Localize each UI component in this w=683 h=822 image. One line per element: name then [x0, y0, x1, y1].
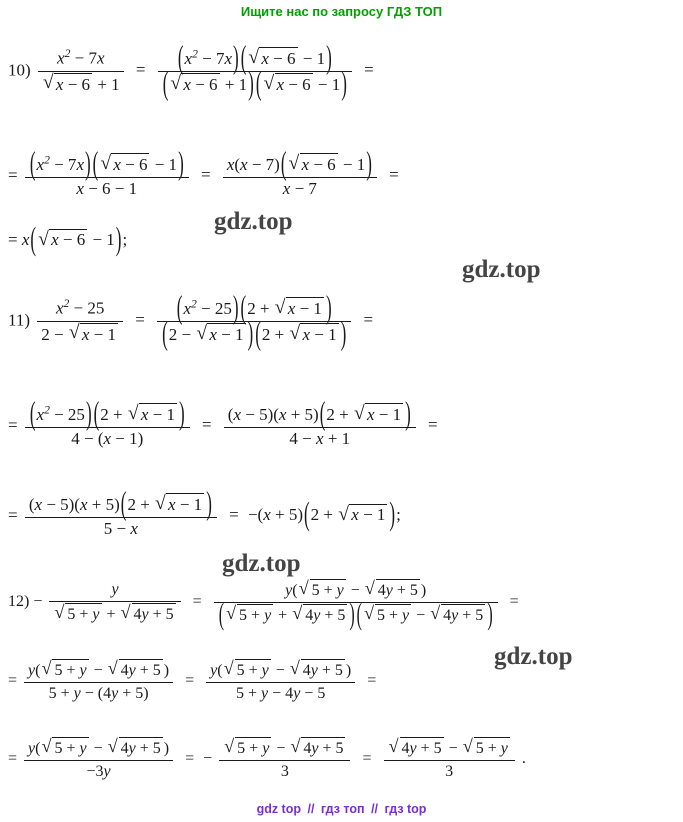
bottom-banner-separator: // — [307, 802, 315, 816]
sqrt-icon: √ x − 1 — [196, 322, 245, 347]
fraction: y( √ 5 + y − √ 4y + 5 ) 5 + y − (4y + 5) — [24, 658, 173, 704]
problem-12-line-1: 12) − y √ 5 + y + √ 4y + 5 = y( √ 5 + y − √ 4y + 5 ) ( √ 5 + y + √ 4y + 5 ) ( √ 5 + y − √ 4y + 5 ) = — [8, 578, 519, 631]
problem-12-line-3: = y( √ 5 + y − √ 4y + 5 ) −3y = − √ 5 + y − √ 4y + 5 3 = √ 4y + 5 − √ 5 + y 3 . — [8, 736, 526, 782]
sqrt-icon: √ x − 6 — [170, 72, 219, 97]
sqrt-icon: √ 4y + 5 — [430, 603, 485, 627]
fraction: y √ 5 + y + √ 4y + 5 — [49, 579, 180, 625]
fraction: (x − 5)(x + 5)(2 + √ x − 1 ) 5 − x — [25, 492, 217, 541]
sqrt-icon: √ 5 + y — [364, 603, 411, 627]
problem-11-label: 11) — [8, 310, 31, 330]
sqrt-icon: √ 5 + y — [224, 736, 271, 760]
fraction: (x − 5)(x + 5)(2 + √ x − 1 ) 4 − x + 1 — [224, 402, 416, 451]
sqrt-icon: √ 4y + 5 — [365, 578, 420, 602]
bottom-banner-separator: // — [371, 802, 379, 816]
sqrt-icon: √ x − 1 — [155, 492, 204, 517]
watermark: gdz.top — [222, 550, 301, 577]
fraction: √ 5 + y − √ 4y + 5 3 — [219, 736, 350, 782]
problem-10-label: 10) — [8, 60, 31, 80]
sqrt-icon: √ 5 + y — [224, 658, 271, 682]
problem-12-line-2: = y( √ 5 + y − √ 4y + 5 ) 5 + y − (4y + 5) = y( √ 5 + y − √ 4y + 5 ) 5 + y − 4y − 5 = — [8, 658, 381, 704]
sqrt-icon: √ 5 + y — [299, 578, 346, 602]
fraction: y( √ 5 + y − √ 4y + 5 ) −3y — [24, 736, 173, 782]
sqrt-icon: √ 5 + y — [41, 658, 88, 682]
sqrt-icon: √ 4y + 5 — [389, 736, 444, 760]
problem-12-label: 12) — [8, 592, 30, 610]
problem-10-line-3: = x( √ x − 6 − 1); — [8, 221, 128, 258]
sqrt-icon: √ x − 6 — [100, 152, 149, 177]
watermark: gdz.top — [462, 256, 541, 283]
sqrt-icon: √ 4y + 5 — [121, 602, 176, 626]
problem-10-line-1: 10) $x^2 - 7x$ √ x − 6 + 1 = $(x^2 - 7x)$ ( √ x − 6 − 1) ( √ x − 6 + 1) ( √ x − 6 − 1) = — [8, 39, 374, 102]
sqrt-icon: √ 4y + 5 — [290, 736, 345, 760]
fraction: $(x^2 - 25) (2$ + √ x − 1 ) 4 − (x − 1) — [25, 402, 190, 451]
sqrt-icon: √ x − 6 — [38, 228, 86, 250]
sqrt-icon: √ x − 1 — [354, 402, 403, 427]
sqrt-icon: √ x − 6 — [289, 152, 338, 177]
problem-11-line-3: = (x − 5)(x + 5)(2 + √ x − 1 ) 5 − x = −(x + 5)(2 + √ x − 1 ); — [8, 492, 401, 541]
fraction: $(x^2 - 25) (2$ + √ x − 1 ) (2 − √ x − 1 ) (2 + √ x − 1 ) — [157, 296, 351, 347]
sqrt-icon: √ x − 6 — [248, 46, 297, 71]
bottom-banner-text-1: gdz top — [256, 802, 301, 816]
fraction: $(x^2 - 7x)$ ( √ x − 6 − 1) ( √ x − 6 + 1) ( √ x − 6 − 1) — [158, 46, 352, 97]
bottom-banner-text-2: гдз топ — [320, 802, 365, 816]
problem-11-line-1: 11) $x^2 - 25$ 2 − √ x − 1 = $(x^2 - 25) (2$ + √ x − 1 ) (2 − √ x − 1 ) (2 + √ x − 1 ) = — [8, 289, 374, 352]
sqrt-icon: √ x − 1 — [275, 296, 324, 321]
fraction: x(x − 7)( √ x − 6 − 1) x − 7 — [223, 152, 377, 201]
watermark: gdz.top — [214, 208, 293, 235]
fraction: $x^2 - 7x$ √ x − 6 + 1 — [38, 46, 124, 97]
sqrt-icon: √ 4y + 5 — [292, 603, 347, 627]
sqrt-icon: √ x − 6 — [264, 72, 313, 97]
sqrt-icon: √ 4y + 5 — [108, 658, 163, 682]
sqrt-icon: √ 5 + y — [54, 602, 101, 626]
fraction: √ 4y + 5 − √ 5 + y 3 — [384, 736, 515, 782]
bottom-banner-text-3: гдз top — [384, 802, 427, 816]
fraction: $(x^2 - 7x)$ ( √ x − 6 − 1) x − 6 − 1 — [25, 152, 189, 201]
sqrt-icon: √ x − 1 — [338, 503, 386, 525]
sqrt-icon: √ x − 1 — [289, 322, 338, 347]
sqrt-icon: √ 4y + 5 — [108, 736, 163, 760]
sqrt-icon: √ 4y + 5 — [290, 658, 345, 682]
bottom-promo-banner — [0, 802, 683, 816]
sqrt-icon: √ x − 1 — [128, 402, 177, 427]
fraction: y( √ 5 + y − √ 4y + 5 ) 5 + y − 4y − 5 — [206, 658, 355, 704]
sqrt-icon: √ 5 + y — [463, 736, 510, 760]
fraction: $x^2 - 25$ 2 − √ x − 1 — [37, 296, 123, 347]
sqrt-icon: √ 5 + y — [226, 603, 273, 627]
problem-10-line-2: = $(x^2 - 7x)$ ( √ x − 6 − 1) x − 6 − 1 = x(x − 7)( √ x − 6 − 1) x − 7 = — [8, 152, 404, 201]
sqrt-icon: √ 5 + y — [41, 736, 88, 760]
fraction: y( √ 5 + y − √ 4y + 5 ) ( √ 5 + y + √ 4y + 5 ) ( √ 5 + y − √ 4y + 5 ) — [214, 578, 498, 626]
sqrt-icon: √ x − 6 — [43, 72, 92, 97]
problem-11-line-2: = $(x^2 - 25) (2$ + √ x − 1 ) 4 − (x − 1) = (x − 5)(x + 5)(2 + √ x − 1 ) 4 − x + 1 = — [8, 402, 443, 451]
sqrt-icon: √ x − 1 — [69, 322, 118, 347]
top-promo-banner: Ищите нас по запросу ГДЗ ТОП — [240, 4, 443, 19]
watermark: gdz.top — [494, 643, 573, 670]
